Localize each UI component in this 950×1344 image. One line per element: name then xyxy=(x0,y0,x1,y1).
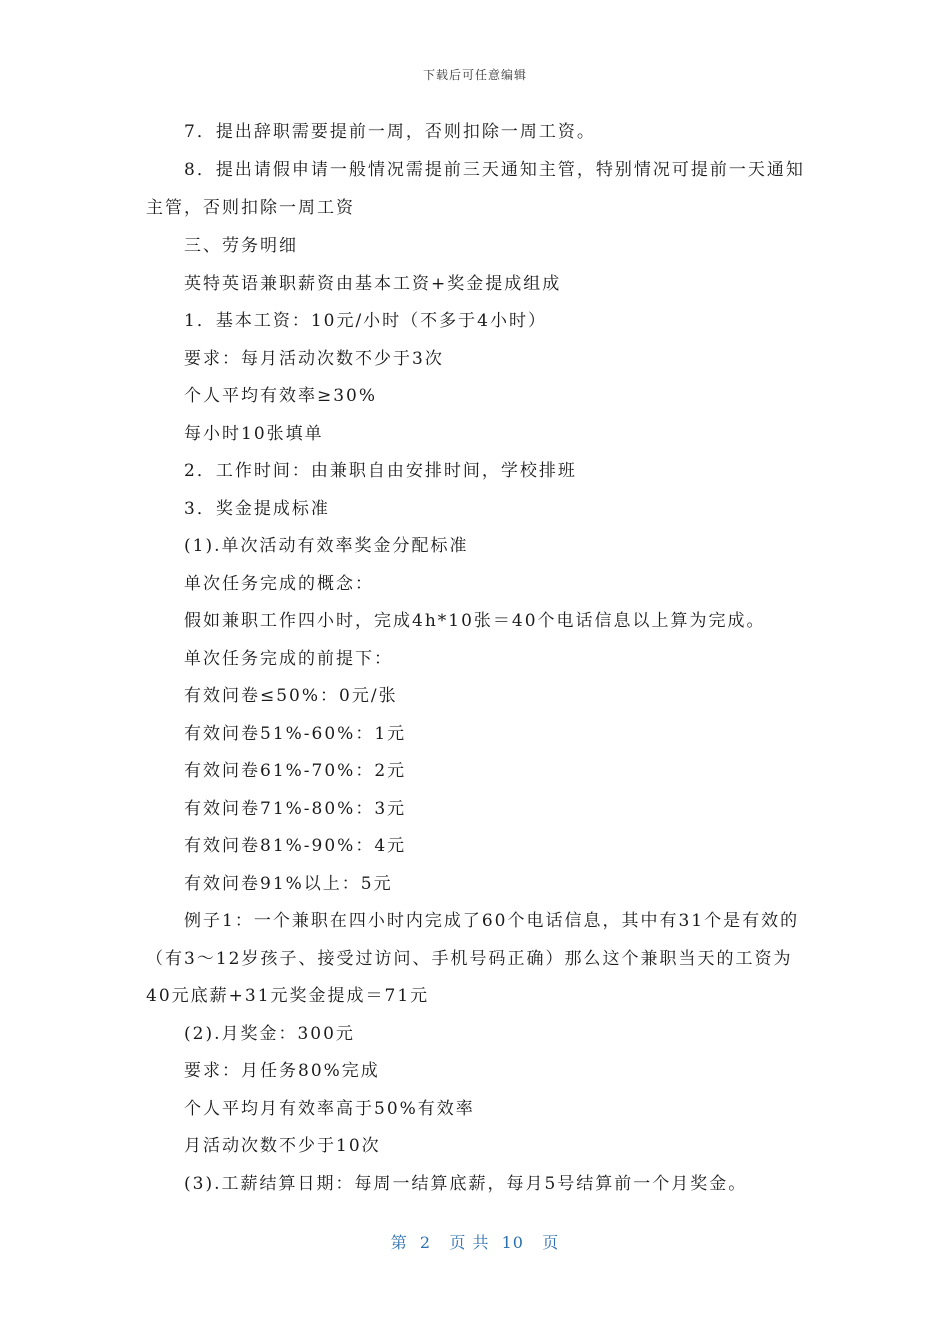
paragraph-line: 要求：每月活动次数不少于3次 xyxy=(184,349,444,369)
paragraph-line: 有效问卷91%以上：5元 xyxy=(184,874,393,894)
paragraph-line: 有效问卷51%-60%：1元 xyxy=(184,724,407,744)
paragraph-line: 单次任务完成的概念： xyxy=(184,574,374,594)
paragraph-line: 3．奖金提成标准 xyxy=(184,499,330,519)
paragraph-line: 个人平均月有效率高于50%有效率 xyxy=(184,1099,475,1119)
paragraph-line: (3).工薪结算日期：每周一结算底薪，每月5号结算前一个月奖金。 xyxy=(184,1174,748,1194)
paragraph-line: 英特英语兼职薪资由基本工资+奖金提成组成 xyxy=(184,274,562,294)
paragraph-line: 7．提出辞职需要提前一周，否则扣除一周工资。 xyxy=(184,122,596,142)
paragraph-line: 主管，否则扣除一周工资 xyxy=(146,198,355,218)
paragraph-line: 单次任务完成的前提下： xyxy=(184,649,393,669)
paragraph-line: 要求：月任务80%完成 xyxy=(184,1061,380,1081)
paragraph-line: 个人平均有效率≥30% xyxy=(184,386,378,406)
paragraph-line: (2).月奖金：300元 xyxy=(184,1024,355,1044)
paragraph-line: 8．提出请假申请一般情况需提前三天通知主管，特别情况可提前一天通知 xyxy=(184,160,805,180)
paragraph-line: 每小时10张填单 xyxy=(184,424,324,444)
paragraph-line: 有效问卷61%-70%：2元 xyxy=(184,761,407,781)
paragraph-line: 假如兼职工作四小时，完成4h*10张＝40个电话信息以上算为完成。 xyxy=(184,611,766,631)
section-heading: 三、劳务明细 xyxy=(184,236,298,256)
paragraph-line: (1).单次活动有效率奖金分配标准 xyxy=(184,536,469,556)
paragraph-line: 2．工作时间：由兼职自由安排时间，学校排班 xyxy=(184,461,577,481)
paragraph-line: （有3～12岁孩子、接受过访问、手机号码正确）那么这个兼职当天的工资为 xyxy=(146,949,793,969)
paragraph-line: 例子1：一个兼职在四小时内完成了60个电话信息，其中有31个是有效的 xyxy=(184,911,800,931)
paragraph-line: 月活动次数不少于10次 xyxy=(184,1136,381,1156)
paragraph-line: 有效问卷≤50%：0元/张 xyxy=(184,686,398,706)
paragraph-line: 1．基本工资：10元/小时（不多于4小时） xyxy=(184,311,547,331)
paragraph-line: 有效问卷81%-90%：4元 xyxy=(184,836,407,856)
page-header-note: 下载后可任意编辑 xyxy=(422,68,527,82)
paragraph-line: 40元底薪+31元奖金提成＝71元 xyxy=(146,986,430,1006)
page-number-footer: 第 2 页 共 10 页 xyxy=(390,1233,560,1252)
paragraph-line: 有效问卷71%-80%：3元 xyxy=(184,799,407,819)
